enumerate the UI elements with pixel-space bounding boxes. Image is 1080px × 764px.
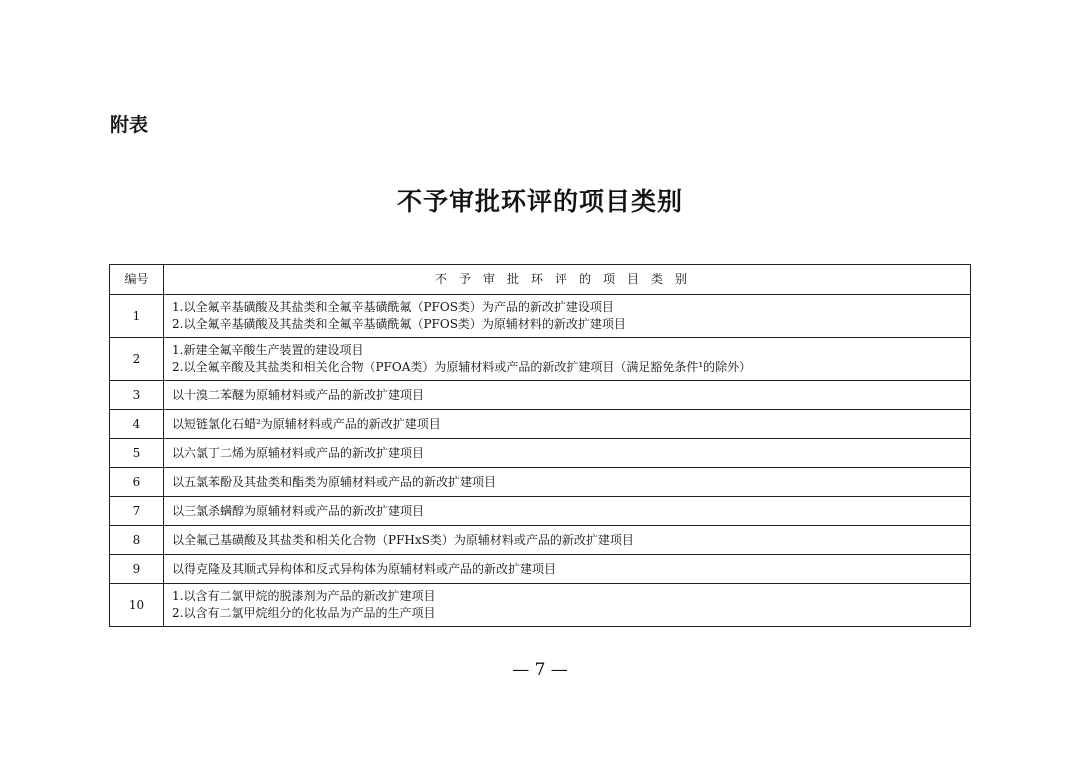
row-number: 6: [110, 468, 164, 497]
row-line: 2.以含有二氯甲烷组分的化妆品为产品的生产项目: [172, 606, 436, 620]
table-row: [110, 526, 971, 555]
page-number: — 7 —: [512, 660, 568, 680]
row-content: [164, 338, 971, 381]
row-line: 2.以全氟辛基磺酸及其盐类和全氟辛基磺酰氟（PFOS类）为原辅材料的新改扩建项目: [172, 317, 626, 331]
row-number: 7: [110, 497, 164, 526]
header-category: 不予审批环评的项目类别: [164, 265, 971, 295]
row-line: 1.以含有二氯甲烷的脱漆剂为产品的新改扩建项目: [172, 589, 436, 603]
row-line: 1.新建全氟辛酸生产装置的建设项目: [172, 343, 364, 357]
row-line: 1.以全氟辛基磺酸及其盐类和全氟辛基磺酰氟（PFOS类）为产品的新改扩建设项目: [172, 300, 614, 314]
row-number: 10: [110, 584, 164, 627]
row-content: [164, 295, 971, 338]
table-row: [110, 555, 971, 584]
table-row: [110, 410, 971, 439]
row-content: 以五氯苯酚及其盐类和酯类为原辅材料或产品的新改扩建项目: [164, 468, 971, 497]
page-title: 不予审批环评的项目类别: [396, 187, 683, 216]
row-number: 3: [110, 381, 164, 410]
row-number: 5: [110, 439, 164, 468]
table-row: [110, 295, 971, 338]
row-content: [164, 584, 971, 627]
row-number: 1: [110, 295, 164, 338]
table-row: [110, 497, 971, 526]
table-row: [110, 439, 971, 468]
project-category-table: [109, 264, 971, 627]
table-row: [110, 584, 971, 627]
row-line: 2.以全氟辛酸及其盐类和相关化合物（PFOA类）为原辅材料或产品的新改扩建项目（满足豁免条件¹的除外）: [172, 360, 752, 374]
row-number: 4: [110, 410, 164, 439]
header-number: 编号: [110, 265, 164, 295]
row-content: 以短链氯化石蜡²为原辅材料或产品的新改扩建项目: [164, 410, 971, 439]
table-row: [110, 338, 971, 381]
row-number: 8: [110, 526, 164, 555]
row-number: 9: [110, 555, 164, 584]
row-content: 以全氟己基磺酸及其盐类和相关化合物（PFHxS类）为原辅材料或产品的新改扩建项目: [164, 526, 971, 555]
row-content: 以十溴二苯醚为原辅材料或产品的新改扩建项目: [164, 381, 971, 410]
row-content: 以六氯丁二烯为原辅材料或产品的新改扩建项目: [164, 439, 971, 468]
row-content: 以得克隆及其顺式异构体和反式异构体为原辅材料或产品的新改扩建项目: [164, 555, 971, 584]
row-number: 2: [110, 338, 164, 381]
table-header-row: [110, 265, 971, 295]
row-content: 以三氯杀螨醇为原辅材料或产品的新改扩建项目: [164, 497, 971, 526]
table-row: [110, 381, 971, 410]
table-row: [110, 468, 971, 497]
appendix-label: 附表: [110, 114, 149, 136]
